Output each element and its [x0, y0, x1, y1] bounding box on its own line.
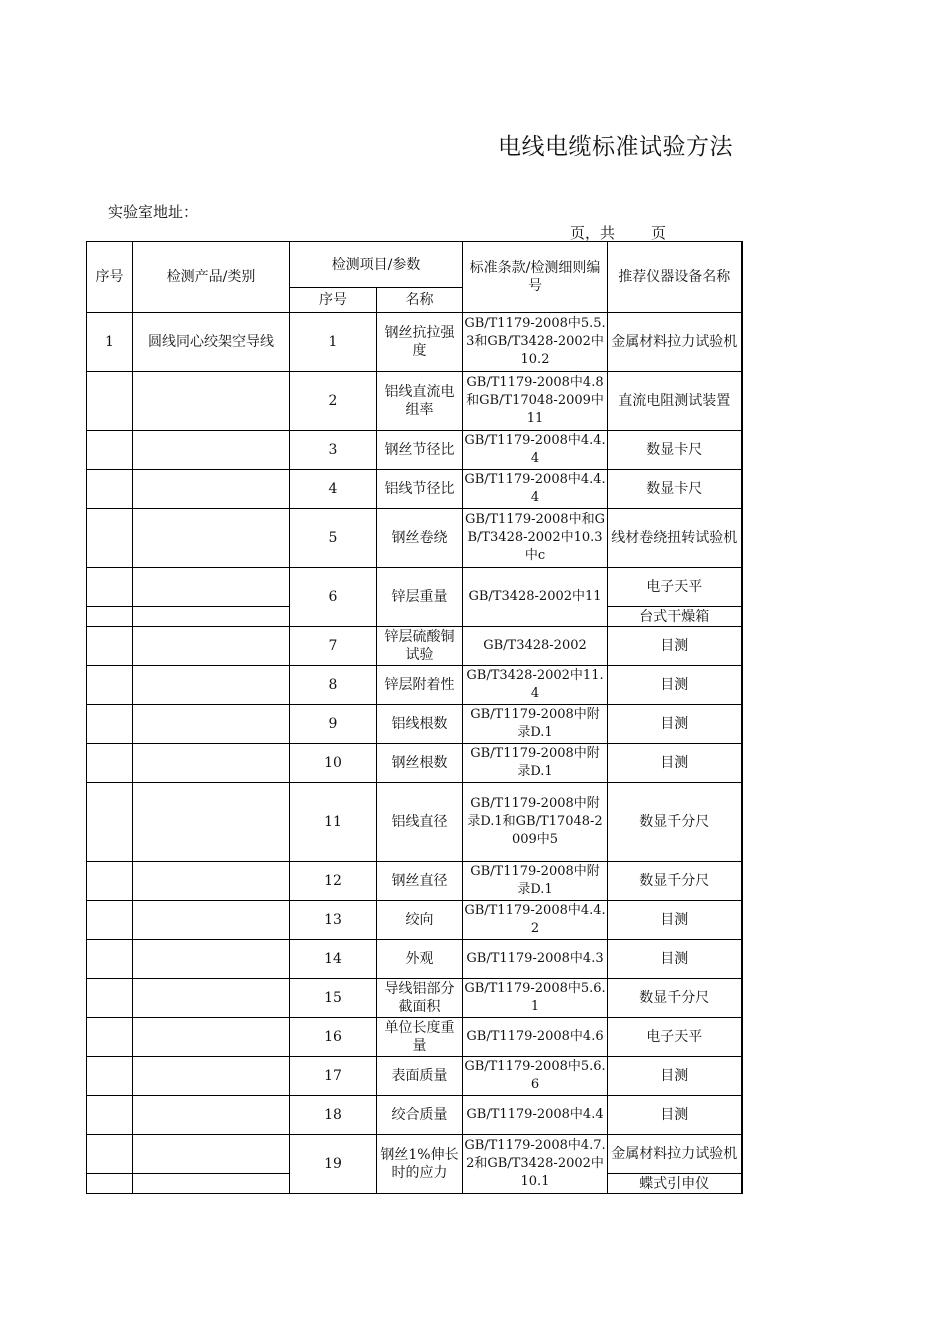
- item-clause: GB/T3428-2002中11.4: [463, 666, 608, 705]
- row-product: [133, 1018, 290, 1057]
- item-seq: 14: [290, 940, 377, 979]
- item-clause: GB/T1179-2008中4.4.4: [463, 431, 608, 470]
- item-name: 钢丝卷绕: [377, 509, 463, 568]
- table-row: [87, 568, 742, 607]
- item-name: 绞向: [377, 901, 463, 940]
- item-seq: 4: [290, 470, 377, 509]
- row-product: [133, 1096, 290, 1135]
- table-row: [87, 979, 742, 1018]
- row-seq: [87, 940, 133, 979]
- header-item-name: 名称: [377, 288, 463, 313]
- item-equipment: 目测: [608, 627, 742, 666]
- item-name: 钢丝根数: [377, 744, 463, 783]
- row-product: 圆线同心绞架空导线: [133, 313, 290, 372]
- row-seq: [87, 1057, 133, 1096]
- row-seq: [87, 627, 133, 666]
- row-product: [133, 607, 290, 627]
- item-equipment: 目测: [608, 1096, 742, 1135]
- table-row: [87, 509, 742, 568]
- item-equipment: 目测: [608, 744, 742, 783]
- table-row: [87, 862, 742, 901]
- item-clause: GB/T1179-2008中4.8和GB/T17048-2009中11: [463, 372, 608, 431]
- table-row: [87, 1135, 742, 1174]
- item-equipment: 数显千分尺: [608, 783, 742, 862]
- row-seq: [87, 901, 133, 940]
- item-seq: 6: [290, 568, 377, 627]
- item-equipment: 目测: [608, 901, 742, 940]
- item-clause: GB/T1179-2008中5.6.6: [463, 1057, 608, 1096]
- row-seq: [87, 568, 133, 607]
- item-seq: 17: [290, 1057, 377, 1096]
- item-name: 导线铝部分截面积: [377, 979, 463, 1018]
- row-seq: [87, 509, 133, 568]
- item-name: 锌层重量: [377, 568, 463, 627]
- item-name: 铝线根数: [377, 705, 463, 744]
- pagination: [570, 222, 666, 243]
- row-product: [133, 1174, 290, 1194]
- row-seq: [87, 705, 133, 744]
- item-name: 铝线节径比: [377, 470, 463, 509]
- row-seq: [87, 607, 133, 627]
- table-row: [87, 901, 742, 940]
- item-clause: GB/T1179-2008中附录D.1: [463, 744, 608, 783]
- row-product: [133, 979, 290, 1018]
- item-name: 钢丝抗拉强度: [377, 313, 463, 372]
- item-clause: GB/T1179-2008中4.3: [463, 940, 608, 979]
- row-seq: [87, 470, 133, 509]
- item-clause: GB/T3428-2002中11: [463, 568, 608, 627]
- table-row: [87, 744, 742, 783]
- item-equipment: 目测: [608, 1057, 742, 1096]
- row-seq: [87, 666, 133, 705]
- item-equipment: 目测: [608, 666, 742, 705]
- item-name: 单位长度重量: [377, 1018, 463, 1057]
- item-name: 锌层附着性: [377, 666, 463, 705]
- table-row: [87, 940, 742, 979]
- table-row: [87, 431, 742, 470]
- table-row: [87, 1096, 742, 1135]
- item-name: 表面质量: [377, 1057, 463, 1096]
- item-seq: 2: [290, 372, 377, 431]
- row-seq: [87, 372, 133, 431]
- table-row: [87, 372, 742, 431]
- item-clause: GB/T1179-2008中附录D.1: [463, 862, 608, 901]
- row-seq: [87, 744, 133, 783]
- row-product: [133, 940, 290, 979]
- table-row: [87, 666, 742, 705]
- item-name: 铝线直径: [377, 783, 463, 862]
- item-seq: 1: [290, 313, 377, 372]
- item-equipment: 数显千分尺: [608, 979, 742, 1018]
- row-product: [133, 1135, 290, 1174]
- header-equipment: 推荐仪器设备名称: [608, 242, 742, 313]
- row-product: [133, 901, 290, 940]
- row-product: [133, 509, 290, 568]
- row-product: [133, 744, 290, 783]
- item-clause: GB/T1179-2008中附录D.1和GB/T17048-2009中5: [463, 783, 608, 862]
- item-seq: 9: [290, 705, 377, 744]
- row-seq: [87, 1135, 133, 1174]
- item-seq: 12: [290, 862, 377, 901]
- row-seq: 1: [87, 313, 133, 372]
- item-seq: 8: [290, 666, 377, 705]
- row-product: [133, 783, 290, 862]
- item-name: 钢丝1%伸长时的应力: [377, 1135, 463, 1194]
- row-product: [133, 666, 290, 705]
- item-equipment: 数显卡尺: [608, 470, 742, 509]
- item-seq: 10: [290, 744, 377, 783]
- table-row: [87, 705, 742, 744]
- item-clause: GB/T1179-2008中5.6.1: [463, 979, 608, 1018]
- item-seq: 13: [290, 901, 377, 940]
- row-product: [133, 705, 290, 744]
- item-name: 绞合质量: [377, 1096, 463, 1135]
- item-seq: 5: [290, 509, 377, 568]
- item-name: 外观: [377, 940, 463, 979]
- header-product: 检测产品/类别: [133, 242, 290, 313]
- table-row: [87, 1018, 742, 1057]
- row-seq: [87, 1096, 133, 1135]
- item-name: 钢丝直径: [377, 862, 463, 901]
- item-name: 铝线直流电组率: [377, 372, 463, 431]
- row-product: [133, 1057, 290, 1096]
- item-equipment: 线材卷绕扭转试验机: [608, 509, 742, 568]
- item-clause: GB/T1179-2008中4.7.2和GB/T3428-2002中10.1: [463, 1135, 608, 1194]
- row-product: [133, 431, 290, 470]
- item-name: 钢丝节径比: [377, 431, 463, 470]
- header-item-seq: 序号: [290, 288, 377, 313]
- item-clause: GB/T1179-2008中4.6: [463, 1018, 608, 1057]
- header-item-group: 检测项目/参数: [290, 242, 463, 288]
- item-equipment: 金属材料拉力试验机: [608, 1135, 742, 1174]
- header-clause: 标准条款/检测细则编号: [463, 242, 608, 313]
- item-equipment: 数显卡尺: [608, 431, 742, 470]
- row-product: [133, 470, 290, 509]
- item-clause: GB/T1179-2008中4.4.2: [463, 901, 608, 940]
- header-seq: 序号: [87, 242, 133, 313]
- row-product: [133, 627, 290, 666]
- page-label: 页，共: [570, 224, 616, 242]
- item-equipment: 目测: [608, 705, 742, 744]
- table-row: [87, 627, 742, 666]
- test-methods-table: [86, 241, 743, 1194]
- item-seq: 7: [290, 627, 377, 666]
- item-seq: 19: [290, 1135, 377, 1194]
- lab-address-label: 实验室地址：: [108, 203, 199, 221]
- row-seq: [87, 1174, 133, 1194]
- item-equipment: 电子天平: [608, 1018, 742, 1057]
- item-clause: GB/T1179-2008中4.4.4: [463, 470, 608, 509]
- item-seq: 3: [290, 431, 377, 470]
- table-row: [87, 313, 742, 372]
- item-seq: 15: [290, 979, 377, 1018]
- item-seq: 18: [290, 1096, 377, 1135]
- item-clause: GB/T1179-2008中4.4: [463, 1096, 608, 1135]
- item-name: 锌层硫酸铜试验: [377, 627, 463, 666]
- item-equipment-secondary: 蝶式引申仪: [608, 1174, 742, 1194]
- row-product: [133, 568, 290, 607]
- item-equipment: 电子天平: [608, 568, 742, 607]
- item-seq: 16: [290, 1018, 377, 1057]
- table-row: [87, 1057, 742, 1096]
- row-seq: [87, 1018, 133, 1057]
- document-title: 电线电缆标准试验方法: [498, 134, 733, 160]
- row-seq: [87, 431, 133, 470]
- item-clause: GB/T1179-2008中5.5.3和GB/T3428-2002中10.2: [463, 313, 608, 372]
- item-equipment: 金属材料拉力试验机: [608, 313, 742, 372]
- item-clause: GB/T1179-2008中附录D.1: [463, 705, 608, 744]
- item-equipment-secondary: 台式干燥箱: [608, 607, 742, 627]
- item-seq: 11: [290, 783, 377, 862]
- table-row: [87, 783, 742, 862]
- total-pages-label: 页: [651, 224, 667, 242]
- row-product: [133, 372, 290, 431]
- row-seq: [87, 979, 133, 1018]
- item-clause: GB/T1179-2008中和GB/T3428-2002中10.3中c: [463, 509, 608, 568]
- row-seq: [87, 783, 133, 862]
- item-clause: GB/T3428-2002: [463, 627, 608, 666]
- row-product: [133, 862, 290, 901]
- table-row: [87, 470, 742, 509]
- row-seq: [87, 862, 133, 901]
- item-equipment: 直流电阻测试装置: [608, 372, 742, 431]
- item-equipment: 目测: [608, 940, 742, 979]
- item-equipment: 数显千分尺: [608, 862, 742, 901]
